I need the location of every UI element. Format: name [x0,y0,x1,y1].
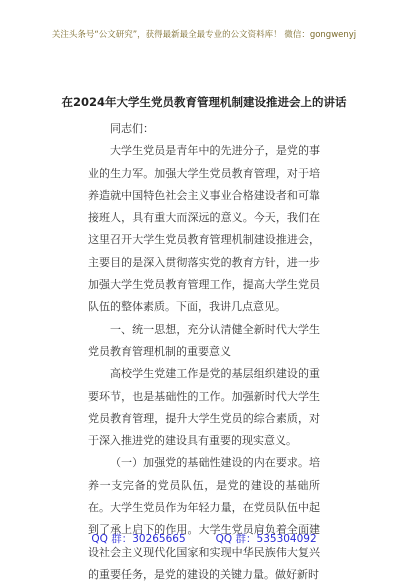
document-body [88,118,320,586]
salutation: 同志们： [110,122,154,135]
paragraph-intro: 大学生党员是青年中的先进分子，是党的事业的生力军。加强大学生党员教育管理，对于培养造就中国特色社会主义事业合格建设者和可靠接班人，具有重大而深远的意义。今天，我们在这里召开大学生党员教育管理机制建设推进会，主要目的是深入贯彻落实党的教育方针，进一步加强大学生党员教育管理工作，提高大学生党员队伍的整体素质。下面，我讲几点意见。 [88,144,320,314]
top-banner: 关注头条号“公文研究”，获得最新最全最专业的公文资料库！ 微信：gongwenyj [51,30,357,40]
paragraph-subsection-1: （一）加强党的基础性建设的内在要求。培养一支完备的党员队伍，是党的建设的基础所在。大学生党员作为年轻力量，在党员队伍中起到了承上启下的作用。大学生党员肩负着全面建设社会主义现代化国家和实现中华民族伟大复兴的重要任务，是党的建设的关键力量。做好新时 [88,456,320,581]
paragraph-section-1: 高校学生党建工作是党的基层组织建设的重要环节，也是基础性的工作。加强新时代大学生党员教育管理，提升大学生党员的综合素质，对于深入推进党的建设具有重要的现实意义。 [88,367,320,448]
footer-qq-group-1: QQ 群：30265665 [91,533,186,545]
footer-qq-group-2: QQ 群：535304092 [215,533,317,545]
footer-contact [0,533,408,546]
page-title: 在2024年大学生党员教育管理机制建设推进会上的讲话 [61,95,347,109]
section-heading-1: 一、统一思想，充分认清健全新时代大学生党员教育管理机制的重要意义 [88,322,320,358]
